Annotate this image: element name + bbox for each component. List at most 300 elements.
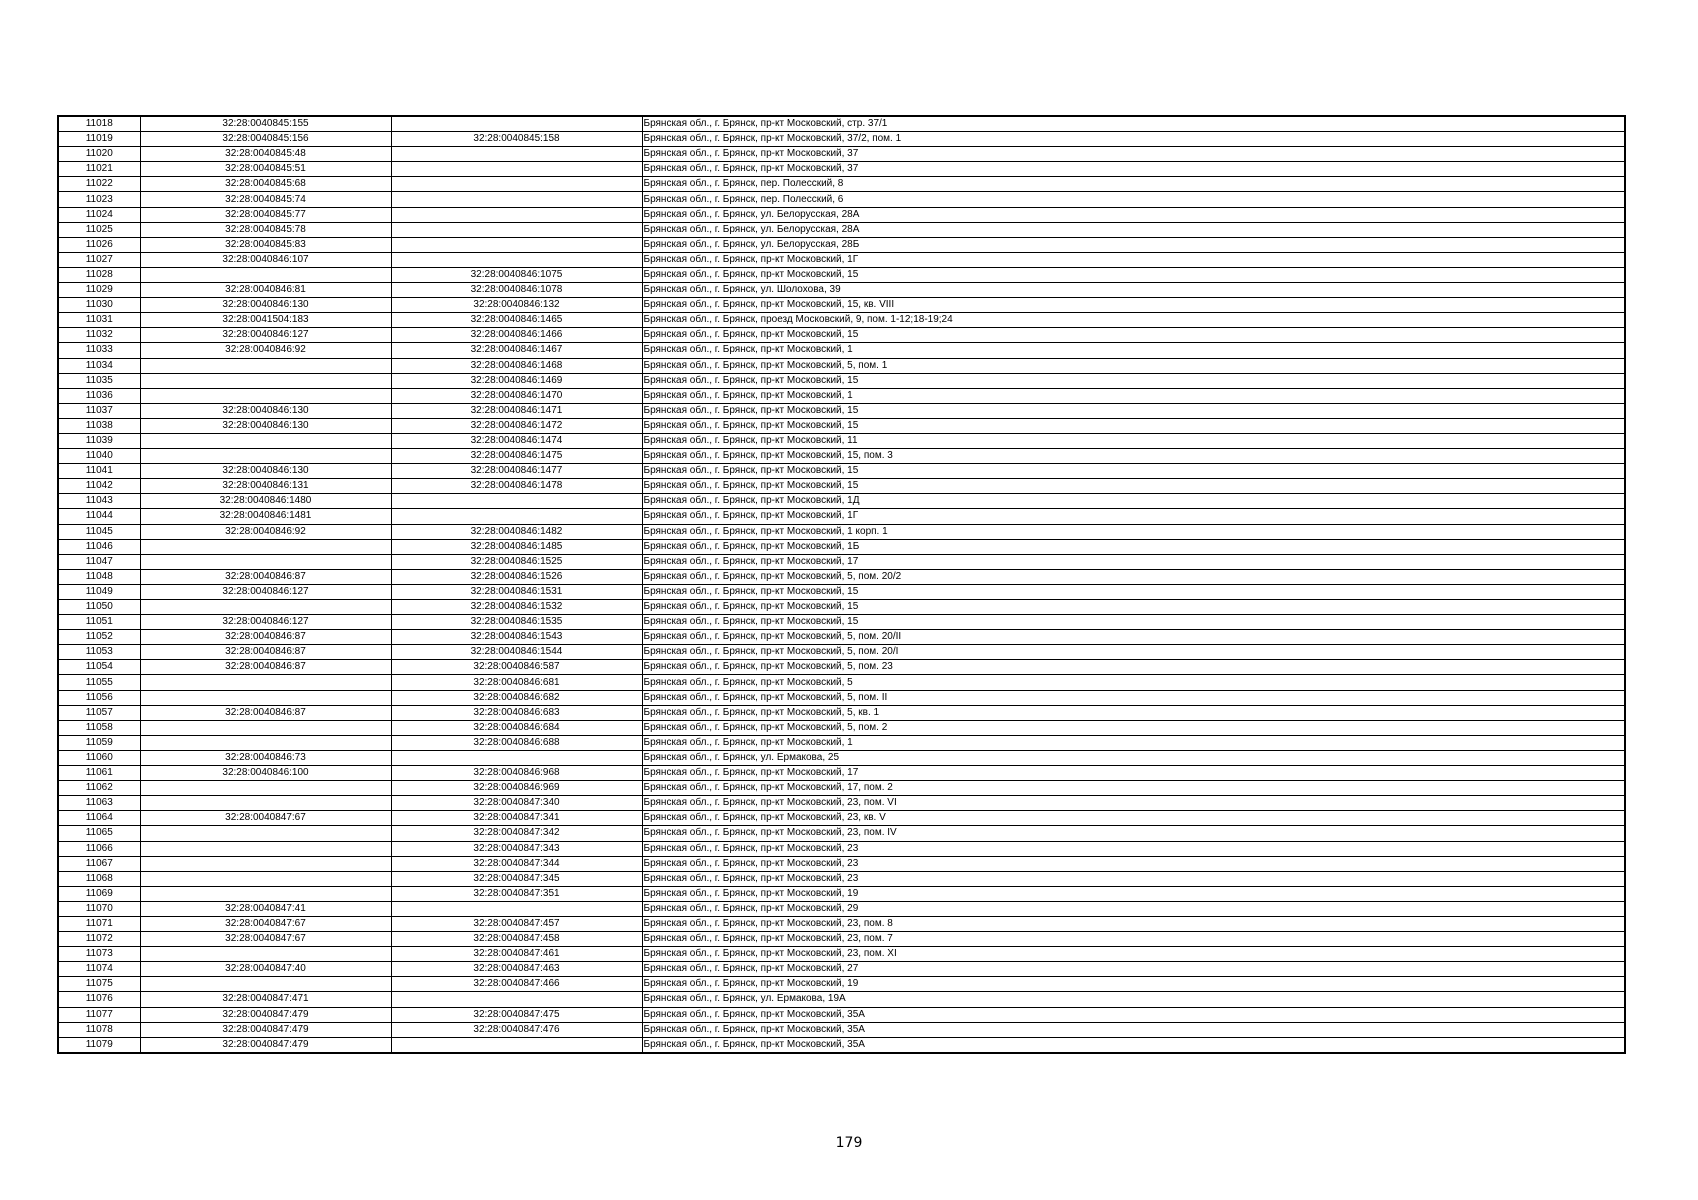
cadastral-number-cell: 32:28:0040846:87 <box>140 660 391 675</box>
row-number-cell: 11069 <box>58 886 140 901</box>
table-row <box>58 750 1625 765</box>
related-cadastral-number-cell <box>391 177 642 192</box>
row-number-cell: 11032 <box>58 328 140 343</box>
related-cadastral-number-cell: 32:28:0040846:1078 <box>391 283 642 298</box>
cadastral-number-cell <box>140 267 391 282</box>
table-row <box>58 932 1625 947</box>
row-number-cell: 11046 <box>58 539 140 554</box>
address-cell: Брянская обл., г. Брянск, пр-кт Московский, 1Б <box>642 539 1625 554</box>
table-row <box>58 569 1625 584</box>
cadastral-number-cell: 32:28:0040846:127 <box>140 584 391 599</box>
address-cell: Брянская обл., г. Брянск, пр-кт Московский, 23 <box>642 856 1625 871</box>
cadastral-number-cell: 32:28:0040845:155 <box>140 116 391 132</box>
address-cell: Брянская обл., г. Брянск, пр-кт Московский, 15 <box>642 328 1625 343</box>
address-cell: Брянская обл., г. Брянск, ул. Ермакова, 19А <box>642 992 1625 1007</box>
address-cell: Брянская обл., г. Брянск, пр-кт Московский, 1Г <box>642 252 1625 267</box>
table-row <box>58 358 1625 373</box>
related-cadastral-number-cell: 32:28:0040847:457 <box>391 916 642 931</box>
cadastral-number-cell <box>140 796 391 811</box>
table-row <box>58 871 1625 886</box>
table-row <box>58 781 1625 796</box>
address-cell: Брянская обл., г. Брянск, пр-кт Московский, 1Г <box>642 509 1625 524</box>
address-cell: Брянская обл., г. Брянск, пр-кт Московский, 17, пом. 2 <box>642 781 1625 796</box>
address-cell: Брянская обл., г. Брянск, пр-кт Московский, 27 <box>642 962 1625 977</box>
address-cell: Брянская обл., г. Брянск, пр-кт Московский, 15 <box>642 464 1625 479</box>
row-number-cell: 11049 <box>58 584 140 599</box>
cadastral-number-cell: 32:28:0040847:40 <box>140 962 391 977</box>
table-row <box>58 660 1625 675</box>
cadastral-number-cell <box>140 600 391 615</box>
table-row <box>58 539 1625 554</box>
address-cell: Брянская обл., г. Брянск, пр-кт Московский, 5, пом. 20/2 <box>642 569 1625 584</box>
cadastral-number-cell: 32:28:0040846:87 <box>140 705 391 720</box>
cadastral-number-cell: 32:28:0040847:67 <box>140 916 391 931</box>
related-cadastral-number-cell: 32:28:0040846:1532 <box>391 600 642 615</box>
related-cadastral-number-cell: 32:28:0040847:345 <box>391 871 642 886</box>
table-row <box>58 947 1625 962</box>
related-cadastral-number-cell: 32:28:0040847:466 <box>391 977 642 992</box>
related-cadastral-number-cell <box>391 147 642 162</box>
related-cadastral-number-cell: 32:28:0040846:1485 <box>391 539 642 554</box>
row-number-cell: 11075 <box>58 977 140 992</box>
table-row <box>58 267 1625 282</box>
related-cadastral-number-cell: 32:28:0040846:1482 <box>391 524 642 539</box>
cadastral-number-cell <box>140 433 391 448</box>
table-row <box>58 433 1625 448</box>
table-row <box>58 403 1625 418</box>
address-cell: Брянская обл., г. Брянск, пр-кт Московский, 23, пом. XI <box>642 947 1625 962</box>
table-row <box>58 720 1625 735</box>
row-number-cell: 11033 <box>58 343 140 358</box>
table-row <box>58 554 1625 569</box>
address-cell: Брянская обл., г. Брянск, пр-кт Московский, 23, кв. V <box>642 811 1625 826</box>
address-cell: Брянская обл., г. Брянск, проезд Московский, 9, пом. 1-12;18-19;24 <box>642 313 1625 328</box>
row-number-cell: 11057 <box>58 705 140 720</box>
cadastral-number-cell: 32:28:0040846:100 <box>140 766 391 781</box>
related-cadastral-number-cell: 32:28:0040846:1469 <box>391 373 642 388</box>
table-row <box>58 630 1625 645</box>
row-number-cell: 11068 <box>58 871 140 886</box>
related-cadastral-number-cell: 32:28:0040846:1470 <box>391 388 642 403</box>
related-cadastral-number-cell: 32:28:0040846:688 <box>391 735 642 750</box>
related-cadastral-number-cell <box>391 116 642 132</box>
related-cadastral-number-cell: 32:28:0040847:458 <box>391 932 642 947</box>
cadastral-number-cell: 32:28:0040845:68 <box>140 177 391 192</box>
address-cell: Брянская обл., г. Брянск, пр-кт Московский, 23, пом. VI <box>642 796 1625 811</box>
related-cadastral-number-cell: 32:28:0040846:681 <box>391 675 642 690</box>
cadastral-number-cell <box>140 449 391 464</box>
related-cadastral-number-cell: 32:28:0040846:1468 <box>391 358 642 373</box>
address-cell: Брянская обл., г. Брянск, пр-кт Московский, 15 <box>642 267 1625 282</box>
address-cell: Брянская обл., г. Брянск, пр-кт Московский, 5 <box>642 675 1625 690</box>
related-cadastral-number-cell <box>391 237 642 252</box>
cadastral-number-cell: 32:28:0040846:1481 <box>140 509 391 524</box>
related-cadastral-number-cell <box>391 494 642 509</box>
related-cadastral-number-cell <box>391 252 642 267</box>
address-cell: Брянская обл., г. Брянск, пр-кт Московский, 23 <box>642 871 1625 886</box>
related-cadastral-number-cell: 32:28:0040846:1544 <box>391 645 642 660</box>
address-cell: Брянская обл., г. Брянск, пр-кт Московский, 15 <box>642 403 1625 418</box>
address-cell: Брянская обл., г. Брянск, пр-кт Московский, 15 <box>642 600 1625 615</box>
row-number-cell: 11042 <box>58 479 140 494</box>
table-row <box>58 509 1625 524</box>
address-cell: Брянская обл., г. Брянск, ул. Белорусская, 28А <box>642 207 1625 222</box>
address-cell: Брянская обл., г. Брянск, пр-кт Московский, 1 <box>642 735 1625 750</box>
related-cadastral-number-cell: 32:28:0040846:969 <box>391 781 642 796</box>
cadastral-number-cell: 32:28:0040845:156 <box>140 132 391 147</box>
related-cadastral-number-cell: 32:28:0040846:1526 <box>391 569 642 584</box>
table-row <box>58 116 1625 132</box>
address-cell: Брянская обл., г. Брянск, пр-кт Московский, 23, пом. 8 <box>642 916 1625 931</box>
table-row <box>58 177 1625 192</box>
table-row <box>58 524 1625 539</box>
related-cadastral-number-cell: 32:28:0040846:587 <box>391 660 642 675</box>
cadastral-number-cell: 32:28:0040845:77 <box>140 207 391 222</box>
address-cell: Брянская обл., г. Брянск, пр-кт Московский, 5, кв. 1 <box>642 705 1625 720</box>
cadastral-number-cell <box>140 735 391 750</box>
row-number-cell: 11034 <box>58 358 140 373</box>
row-number-cell: 11023 <box>58 192 140 207</box>
table-row <box>58 222 1625 237</box>
cadastral-number-cell: 32:28:0040847:67 <box>140 811 391 826</box>
cadastral-number-cell <box>140 841 391 856</box>
row-number-cell: 11053 <box>58 645 140 660</box>
row-number-cell: 11079 <box>58 1037 140 1053</box>
address-cell: Брянская обл., г. Брянск, пр-кт Московский, 19 <box>642 977 1625 992</box>
cadastral-number-cell <box>140 388 391 403</box>
row-number-cell: 11060 <box>58 750 140 765</box>
table-row <box>58 283 1625 298</box>
cadastral-number-cell: 32:28:0040846:92 <box>140 524 391 539</box>
row-number-cell: 11021 <box>58 162 140 177</box>
row-number-cell: 11072 <box>58 932 140 947</box>
row-number-cell: 11031 <box>58 313 140 328</box>
address-cell: Брянская обл., г. Брянск, пр-кт Московский, 17 <box>642 554 1625 569</box>
registry-table <box>57 115 1626 1054</box>
cadastral-number-cell <box>140 358 391 373</box>
address-cell: Брянская обл., г. Брянск, пр-кт Московский, 15 <box>642 584 1625 599</box>
table-row <box>58 343 1625 358</box>
cadastral-number-cell: 32:28:0040846:130 <box>140 298 391 313</box>
address-cell: Брянская обл., г. Брянск, пр-кт Московский, 17 <box>642 766 1625 781</box>
table-row <box>58 675 1625 690</box>
cadastral-number-cell <box>140 554 391 569</box>
row-number-cell: 11052 <box>58 630 140 645</box>
address-cell: Брянская обл., г. Брянск, пр-кт Московский, 15 <box>642 615 1625 630</box>
row-number-cell: 11063 <box>58 796 140 811</box>
row-number-cell: 11058 <box>58 720 140 735</box>
table-row <box>58 418 1625 433</box>
row-number-cell: 11059 <box>58 735 140 750</box>
table-row <box>58 584 1625 599</box>
cadastral-number-cell: 32:28:0041504:183 <box>140 313 391 328</box>
address-cell: Брянская обл., г. Брянск, пр-кт Московский, 5, пом. 23 <box>642 660 1625 675</box>
related-cadastral-number-cell: 32:28:0040846:968 <box>391 766 642 781</box>
cadastral-number-cell: 32:28:0040847:479 <box>140 1022 391 1037</box>
table-row <box>58 645 1625 660</box>
table-row <box>58 147 1625 162</box>
cadastral-number-cell <box>140 690 391 705</box>
related-cadastral-number-cell <box>391 222 642 237</box>
row-number-cell: 11018 <box>58 116 140 132</box>
address-cell: Брянская обл., г. Брянск, пр-кт Московский, 15 <box>642 479 1625 494</box>
address-cell: Брянская обл., г. Брянск, пр-кт Московский, 5, пом. II <box>642 690 1625 705</box>
cadastral-number-cell: 32:28:0040846:130 <box>140 403 391 418</box>
table-row <box>58 479 1625 494</box>
related-cadastral-number-cell <box>391 750 642 765</box>
row-number-cell: 11043 <box>58 494 140 509</box>
row-number-cell: 11064 <box>58 811 140 826</box>
address-cell: Брянская обл., г. Брянск, пр-кт Московский, стр. 37/1 <box>642 116 1625 132</box>
address-cell: Брянская обл., г. Брянск, пр-кт Московский, 37 <box>642 162 1625 177</box>
address-cell: Брянская обл., г. Брянск, пр-кт Московский, 5, пом. 1 <box>642 358 1625 373</box>
address-cell: Брянская обл., г. Брянск, пр-кт Московский, 37 <box>642 147 1625 162</box>
table-row <box>58 615 1625 630</box>
table-row <box>58 313 1625 328</box>
address-cell: Брянская обл., г. Брянск, ул. Белорусская, 28Б <box>642 237 1625 252</box>
related-cadastral-number-cell: 32:28:0040847:342 <box>391 826 642 841</box>
row-number-cell: 11040 <box>58 449 140 464</box>
cadastral-number-cell: 32:28:0040846:131 <box>140 479 391 494</box>
related-cadastral-number-cell: 32:28:0040847:343 <box>391 841 642 856</box>
cadastral-number-cell: 32:28:0040846:1480 <box>140 494 391 509</box>
address-cell: Брянская обл., г. Брянск, пр-кт Московский, 37/2, пом. 1 <box>642 132 1625 147</box>
row-number-cell: 11054 <box>58 660 140 675</box>
address-cell: Брянская обл., г. Брянск, пр-кт Московский, 35А <box>642 1022 1625 1037</box>
related-cadastral-number-cell: 32:28:0040847:461 <box>391 947 642 962</box>
address-cell: Брянская обл., г. Брянск, пр-кт Московский, 15, кв. VIII <box>642 298 1625 313</box>
table-row <box>58 237 1625 252</box>
table-row <box>58 901 1625 916</box>
table-row <box>58 132 1625 147</box>
address-cell: Брянская обл., г. Брянск, ул. Белорусская, 28А <box>642 222 1625 237</box>
row-number-cell: 11067 <box>58 856 140 871</box>
cadastral-number-cell: 32:28:0040847:479 <box>140 1007 391 1022</box>
cadastral-number-cell: 32:28:0040847:471 <box>140 992 391 1007</box>
related-cadastral-number-cell: 32:28:0040847:351 <box>391 886 642 901</box>
cadastral-number-cell: 32:28:0040845:48 <box>140 147 391 162</box>
row-number-cell: 11045 <box>58 524 140 539</box>
cadastral-number-cell: 32:28:0040847:479 <box>140 1037 391 1053</box>
row-number-cell: 11074 <box>58 962 140 977</box>
cadastral-number-cell: 32:28:0040847:41 <box>140 901 391 916</box>
table-row <box>58 373 1625 388</box>
row-number-cell: 11036 <box>58 388 140 403</box>
related-cadastral-number-cell: 32:28:0040847:463 <box>391 962 642 977</box>
row-number-cell: 11076 <box>58 992 140 1007</box>
related-cadastral-number-cell: 32:28:0040846:1467 <box>391 343 642 358</box>
table-row <box>58 298 1625 313</box>
address-cell: Брянская обл., г. Брянск, пр-кт Московский, 23, пом. 7 <box>642 932 1625 947</box>
cadastral-number-cell: 32:28:0040845:74 <box>140 192 391 207</box>
address-cell: Брянская обл., г. Брянск, пр-кт Московский, 1 <box>642 388 1625 403</box>
address-cell: Брянская обл., г. Брянск, пр-кт Московский, 19 <box>642 886 1625 901</box>
address-cell: Брянская обл., г. Брянск, пр-кт Московский, 1 корп. 1 <box>642 524 1625 539</box>
cadastral-number-cell: 32:28:0040846:87 <box>140 569 391 584</box>
address-cell: Брянская обл., г. Брянск, пр-кт Московский, 15 <box>642 373 1625 388</box>
table-row <box>58 192 1625 207</box>
address-cell: Брянская обл., г. Брянск, пр-кт Московский, 11 <box>642 433 1625 448</box>
related-cadastral-number-cell: 32:28:0040846:682 <box>391 690 642 705</box>
related-cadastral-number-cell <box>391 192 642 207</box>
row-number-cell: 11073 <box>58 947 140 962</box>
related-cadastral-number-cell: 32:28:0040846:132 <box>391 298 642 313</box>
address-cell: Брянская обл., г. Брянск, пр-кт Московский, 35А <box>642 1007 1625 1022</box>
row-number-cell: 11077 <box>58 1007 140 1022</box>
table-row <box>58 886 1625 901</box>
table-row <box>58 690 1625 705</box>
table-row <box>58 252 1625 267</box>
related-cadastral-number-cell: 32:28:0040846:1535 <box>391 615 642 630</box>
address-cell: Брянская обл., г. Брянск, пр-кт Московский, 23 <box>642 841 1625 856</box>
row-number-cell: 11071 <box>58 916 140 931</box>
table-row <box>58 388 1625 403</box>
cadastral-number-cell: 32:28:0040846:81 <box>140 283 391 298</box>
related-cadastral-number-cell: 32:28:0040846:1531 <box>391 584 642 599</box>
row-number-cell: 11055 <box>58 675 140 690</box>
row-number-cell: 11051 <box>58 615 140 630</box>
row-number-cell: 11039 <box>58 433 140 448</box>
cadastral-number-cell <box>140 871 391 886</box>
address-cell: Брянская обл., г. Брянск, пр-кт Московский, 15, пом. 3 <box>642 449 1625 464</box>
row-number-cell: 11029 <box>58 283 140 298</box>
cadastral-number-cell: 32:28:0040845:51 <box>140 162 391 177</box>
cadastral-number-cell <box>140 886 391 901</box>
table-row <box>58 916 1625 931</box>
table-row <box>58 856 1625 871</box>
row-number-cell: 11050 <box>58 600 140 615</box>
related-cadastral-number-cell <box>391 901 642 916</box>
row-number-cell: 11078 <box>58 1022 140 1037</box>
address-cell: Брянская обл., г. Брянск, пр-кт Московский, 5, пом. 2 <box>642 720 1625 735</box>
cadastral-number-cell <box>140 856 391 871</box>
related-cadastral-number-cell: 32:28:0040846:1475 <box>391 449 642 464</box>
cadastral-number-cell <box>140 947 391 962</box>
address-cell: Брянская обл., г. Брянск, пр-кт Московский, 29 <box>642 901 1625 916</box>
table-row <box>58 1022 1625 1037</box>
row-number-cell: 11030 <box>58 298 140 313</box>
table-row <box>58 1037 1625 1053</box>
cadastral-number-cell: 32:28:0040847:67 <box>140 932 391 947</box>
row-number-cell: 11028 <box>58 267 140 282</box>
related-cadastral-number-cell: 32:28:0040846:1472 <box>391 418 642 433</box>
address-cell: Брянская обл., г. Брянск, пр-кт Московский, 1Д <box>642 494 1625 509</box>
address-cell: Брянская обл., г. Брянск, пр-кт Московский, 5, пом. 20/II <box>642 630 1625 645</box>
cadastral-number-cell: 32:28:0040846:73 <box>140 750 391 765</box>
row-number-cell: 11022 <box>58 177 140 192</box>
related-cadastral-number-cell: 32:28:0040846:1543 <box>391 630 642 645</box>
related-cadastral-number-cell: 32:28:0040846:683 <box>391 705 642 720</box>
related-cadastral-number-cell: 32:28:0040847:341 <box>391 811 642 826</box>
table-row <box>58 811 1625 826</box>
cadastral-number-cell: 32:28:0040845:78 <box>140 222 391 237</box>
address-cell: Брянская обл., г. Брянск, пер. Полесский, 8 <box>642 177 1625 192</box>
table-row <box>58 992 1625 1007</box>
cadastral-number-cell: 32:28:0040846:130 <box>140 464 391 479</box>
cadastral-number-cell: 32:28:0040846:127 <box>140 328 391 343</box>
related-cadastral-number-cell <box>391 1037 642 1053</box>
row-number-cell: 11056 <box>58 690 140 705</box>
row-number-cell: 11025 <box>58 222 140 237</box>
related-cadastral-number-cell: 32:28:0040846:1474 <box>391 433 642 448</box>
table-row <box>58 1007 1625 1022</box>
table-row <box>58 735 1625 750</box>
row-number-cell: 11066 <box>58 841 140 856</box>
cadastral-number-cell: 32:28:0040846:92 <box>140 343 391 358</box>
row-number-cell: 11035 <box>58 373 140 388</box>
related-cadastral-number-cell: 32:28:0040846:1471 <box>391 403 642 418</box>
table-row <box>58 705 1625 720</box>
related-cadastral-number-cell <box>391 992 642 1007</box>
cadastral-number-cell <box>140 539 391 554</box>
table-row <box>58 494 1625 509</box>
table-row <box>58 328 1625 343</box>
table-row <box>58 207 1625 222</box>
cadastral-number-cell: 32:28:0040845:83 <box>140 237 391 252</box>
table-row <box>58 796 1625 811</box>
related-cadastral-number-cell: 32:28:0040847:476 <box>391 1022 642 1037</box>
row-number-cell: 11020 <box>58 147 140 162</box>
address-cell: Брянская обл., г. Брянск, ул. Шолохова, 39 <box>642 283 1625 298</box>
table-row <box>58 766 1625 781</box>
cadastral-number-cell: 32:28:0040846:127 <box>140 615 391 630</box>
address-cell: Брянская обл., г. Брянск, пр-кт Московский, 5, пом. 20/I <box>642 645 1625 660</box>
related-cadastral-number-cell: 32:28:0040847:344 <box>391 856 642 871</box>
related-cadastral-number-cell: 32:28:0040846:1465 <box>391 313 642 328</box>
cadastral-number-cell: 32:28:0040846:87 <box>140 630 391 645</box>
row-number-cell: 11038 <box>58 418 140 433</box>
related-cadastral-number-cell <box>391 509 642 524</box>
row-number-cell: 11044 <box>58 509 140 524</box>
cadastral-number-cell: 32:28:0040846:87 <box>140 645 391 660</box>
table-row <box>58 464 1625 479</box>
related-cadastral-number-cell: 32:28:0040846:1525 <box>391 554 642 569</box>
related-cadastral-number-cell <box>391 162 642 177</box>
table-row <box>58 977 1625 992</box>
page-number: 179 <box>835 1135 863 1151</box>
row-number-cell: 11070 <box>58 901 140 916</box>
registry-table-body <box>58 116 1625 1053</box>
row-number-cell: 11024 <box>58 207 140 222</box>
cadastral-number-cell: 32:28:0040846:130 <box>140 418 391 433</box>
related-cadastral-number-cell: 32:28:0040846:1075 <box>391 267 642 282</box>
table-row <box>58 449 1625 464</box>
related-cadastral-number-cell <box>391 207 642 222</box>
table-row <box>58 962 1625 977</box>
table-row <box>58 826 1625 841</box>
related-cadastral-number-cell: 32:28:0040846:1478 <box>391 479 642 494</box>
row-number-cell: 11037 <box>58 403 140 418</box>
cadastral-number-cell <box>140 720 391 735</box>
table-row <box>58 600 1625 615</box>
address-cell: Брянская обл., г. Брянск, ул. Ермакова, 25 <box>642 750 1625 765</box>
row-number-cell: 11065 <box>58 826 140 841</box>
address-cell: Брянская обл., г. Брянск, пр-кт Московский, 23, пом. IV <box>642 826 1625 841</box>
row-number-cell: 11047 <box>58 554 140 569</box>
row-number-cell: 11041 <box>58 464 140 479</box>
related-cadastral-number-cell: 32:28:0040847:475 <box>391 1007 642 1022</box>
cadastral-number-cell: 32:28:0040846:107 <box>140 252 391 267</box>
cadastral-number-cell <box>140 826 391 841</box>
cadastral-number-cell <box>140 977 391 992</box>
related-cadastral-number-cell: 32:28:0040847:340 <box>391 796 642 811</box>
cadastral-number-cell <box>140 781 391 796</box>
cadastral-number-cell <box>140 675 391 690</box>
row-number-cell: 11061 <box>58 766 140 781</box>
row-number-cell: 11026 <box>58 237 140 252</box>
related-cadastral-number-cell: 32:28:0040846:1477 <box>391 464 642 479</box>
table-row <box>58 162 1625 177</box>
